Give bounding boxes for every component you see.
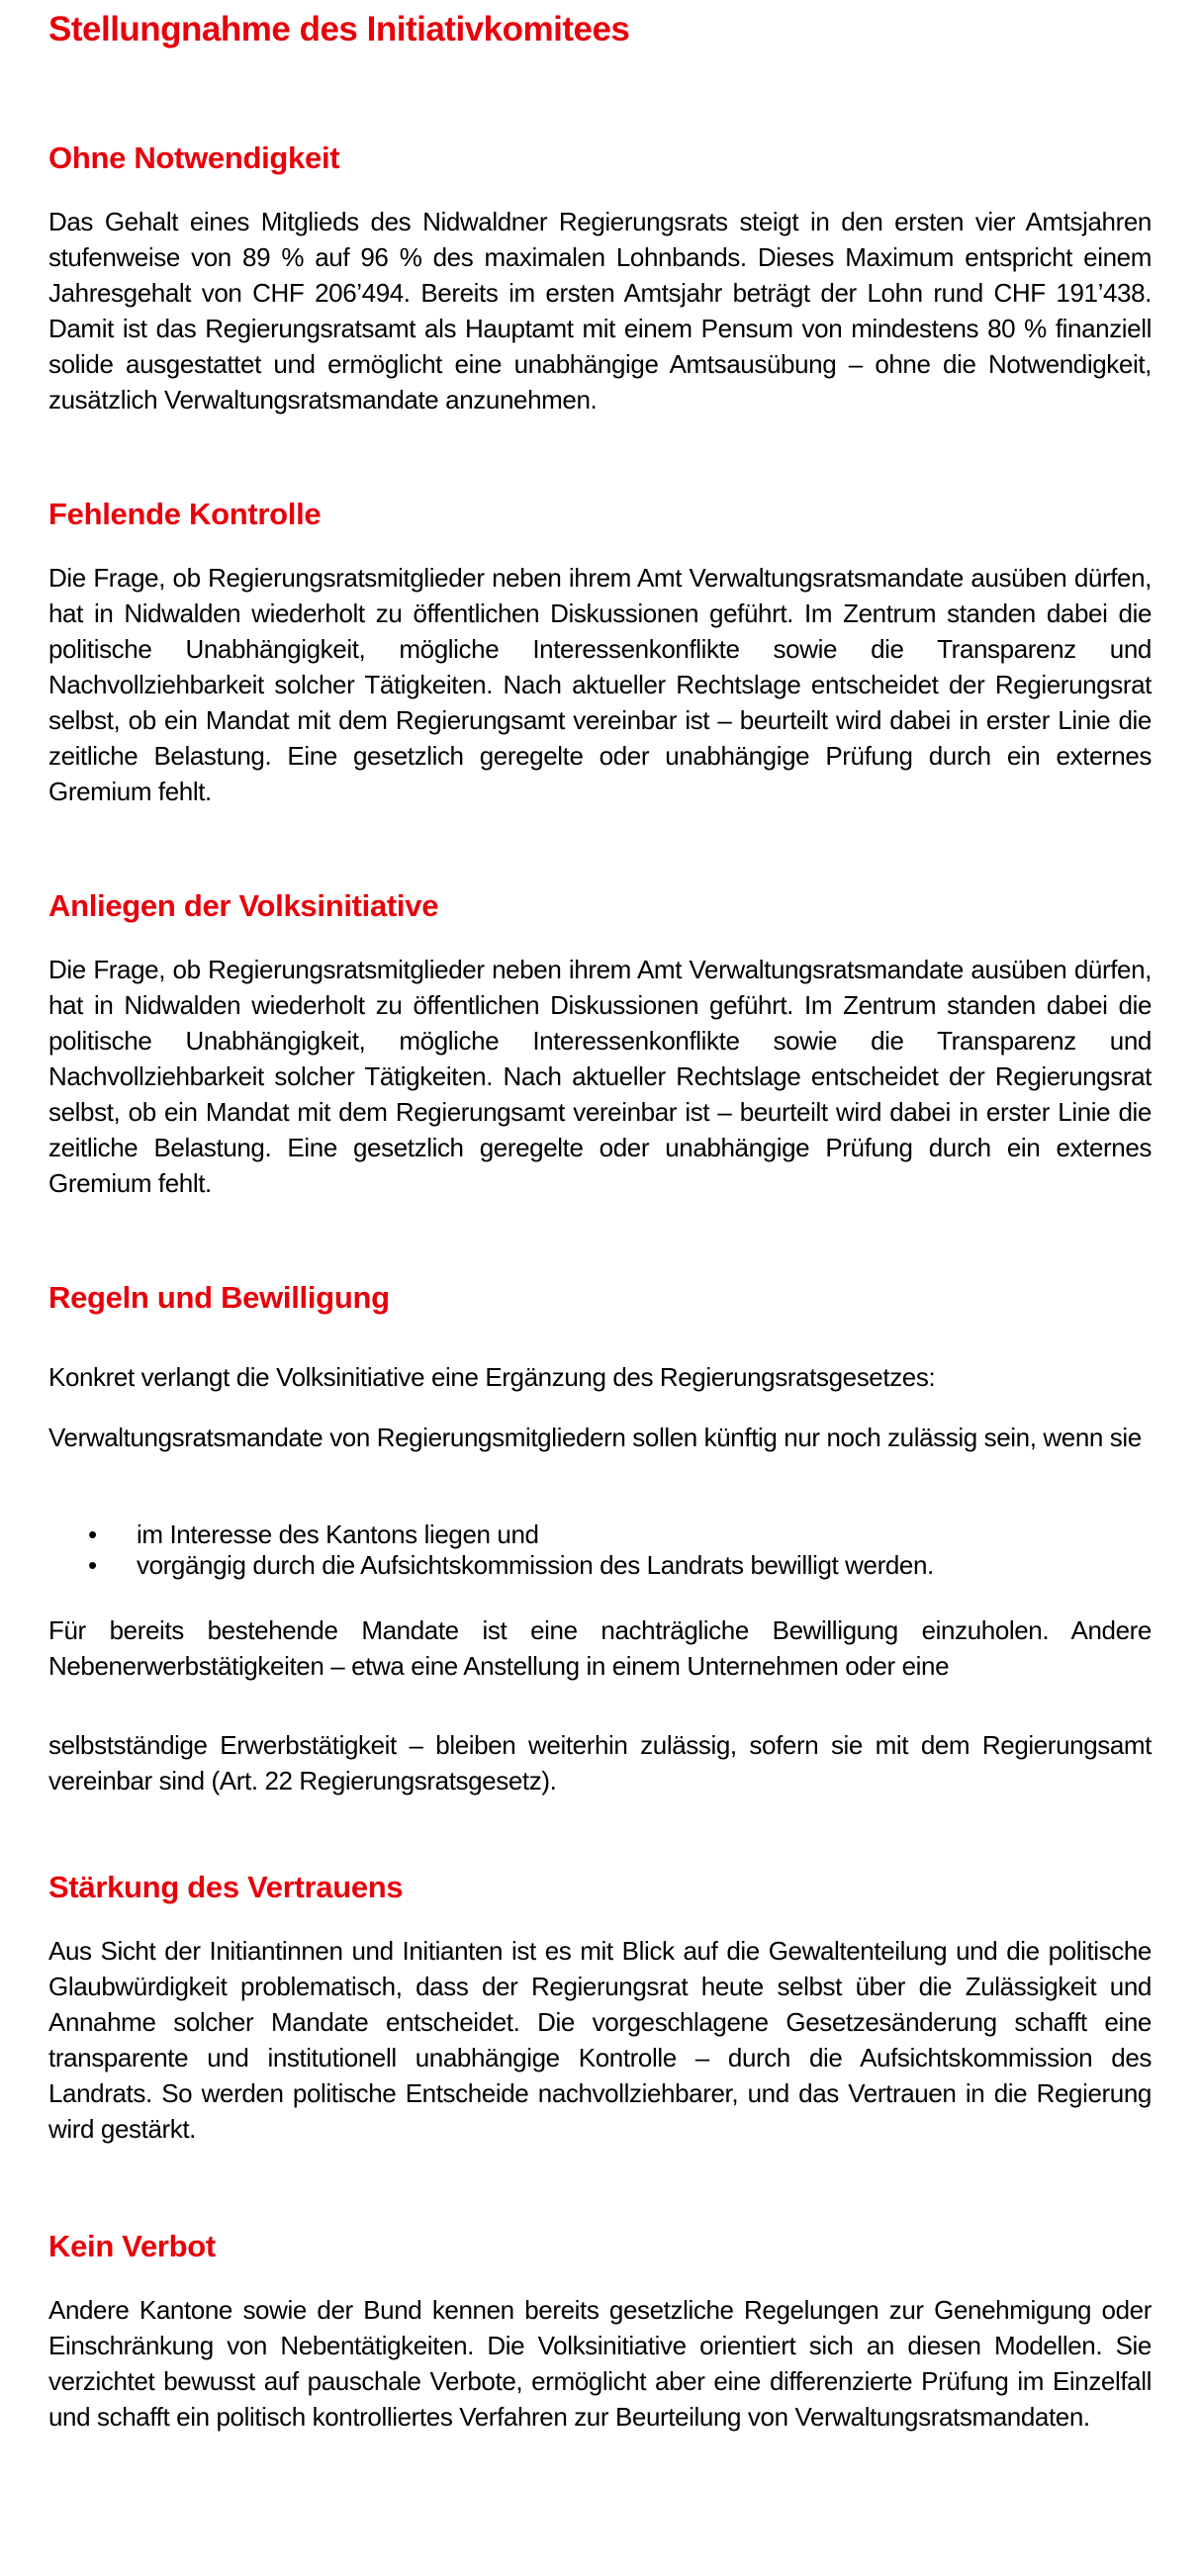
section-heading-kein-verbot: Kein Verbot [48, 2229, 216, 2263]
section-paragraph: selbstständige Erwerbstätigkeit – bleiben weiterhin zulässig, sofern sie mit dem Regierungsamt vereinbar sind (Art. 22 Regierungsratsgesetz). [48, 1730, 1152, 1795]
section-paragraph: Die Frage, ob Regierungsratsmitglieder neben ihrem Amt Verwaltungsratsmandate ausüben dürfen, hat in Nidwalden wiederholt zu öffentlichen Diskussionen geführt. Im Zentrum standen dabei die politische Unabhängigkeit, mögliche Interessenkonflikte sowie die Transparenz und Nachvollziehbarkeit solcher Tätigkeiten. Nach aktueller Rechtslage entscheidet der Regierungsrat selbst, ob ein Mandat mit dem Regierungsamt vereinbar ist – beurteilt wird dabei in erster Linie die zeitliche Belastung. Eine gesetzlich geregelte oder unabhängige Prüfung durch ein externes Gremium fehlt. [48, 955, 1152, 1198]
section-heading-fehlende-kontrolle: Fehlende Kontrolle [48, 497, 322, 531]
bullet-icon: • [88, 1519, 97, 1549]
list-item [88, 1550, 934, 1581]
list-item-text: vorgängig durch die Aufsichtskommission des Landrats bewilligt werden. [137, 1550, 934, 1580]
section-paragraph: Das Gehalt eines Mitglieds des Nidwaldner Regierungsrats steigt in den ersten vier Amtsjahren stufenweise von 89 % auf 96 % des maximalen Lohnbands. Dieses Maximum entspricht einem Jahresgehalt von CHF 206’494. Bereits im ersten Amtsjahr beträgt der Lohn rund CHF 191’438. Damit ist das Regierungsratsamt als Hauptamt mit einem Pensum von mindestens 80 % finanziell solide ausgestattet und ermöglicht eine unabhängige Amtsausübung – ohne die Notwendigkeit, zusätzlich Verwaltungsratsmandate anzunehmen. [48, 207, 1152, 414]
list-item [88, 1519, 934, 1550]
section-paragraph: Aus Sicht der Initiantinnen und Initianten ist es mit Blick auf die Gewaltenteilung und die politische Glaubwürdigkeit problematisch, dass der Regierungsrat heute selbst über die Zulässigkeit und Annahme solcher Mandate entscheidet. Die vorgeschlagene Gesetzesänderung schafft eine transparente und institutionell unabhängige Kontrolle – durch die Aufsichtskommission des Landrats. So werden politische Entscheide nachvollziehbarer, und das Vertrauen in die Regierung wird gestärkt. [48, 1936, 1152, 2144]
section-heading-ohne-notwendigkeit: Ohne Notwendigkeit [48, 140, 340, 175]
section-paragraph: Andere Kantone sowie der Bund kennen bereits gesetzliche Regelungen zur Genehmigung oder Einschränkung von Nebentätigkeiten. Die Volksinitiative orientiert sich an diesen Modellen. Sie verzichtet bewusst auf pauschale Verbote, ermöglicht aber eine differenzierte Prüfung im Einzelfall und schafft ein politisch kontrolliertes Verfahren zur Beurteilung von Verwaltungsratsmandaten. [48, 2295, 1152, 2432]
section-paragraph: Die Frage, ob Regierungsratsmitglieder neben ihrem Amt Verwaltungsratsmandate ausüben dürfen, hat in Nidwalden wiederholt zu öffentlichen Diskussionen geführt. Im Zentrum standen dabei die politische Unabhängigkeit, mögliche Interessenkonflikte sowie die Transparenz und Nachvollziehbarkeit solcher Tätigkeiten. Nach aktueller Rechtslage entscheidet der Regierungsrat selbst, ob ein Mandat mit dem Regierungsamt vereinbar ist – beurteilt wird dabei in erster Linie die zeitliche Belastung. Eine gesetzlich geregelte oder unabhängige Prüfung durch ein externes Gremium fehlt. [48, 563, 1152, 806]
page-title: Stellungnahme des Initiativkomitees [48, 10, 630, 48]
list-item-text: im Interesse des Kantons liegen und [137, 1519, 539, 1549]
section-paragraph: Konkret verlangt die Volksinitiative eine Ergänzung des Regierungsratsgesetzes: [48, 1362, 936, 1392]
section-paragraph: Verwaltungsratsmandate von Regierungsmitgliedern sollen künftig nur noch zulässig sein, wenn sie [48, 1423, 1142, 1452]
bullet-icon: • [88, 1550, 97, 1580]
requirements-list [88, 1519, 934, 1581]
section-heading-anliegen-der-volksinitiative: Anliegen der Volksinitiative [48, 888, 439, 923]
section-heading-regeln-und-bewilligung: Regeln und Bewilligung [48, 1280, 390, 1315]
section-paragraph: Für bereits bestehende Mandate ist eine nachträgliche Bewilligung einzuholen. Andere Nebenerwerbstätigkeiten – etwa eine Anstellung in einem Unternehmen oder eine [48, 1615, 1152, 1681]
section-heading-staerkung-des-vertrauens: Stärkung des Vertrauens [48, 1870, 404, 1904]
